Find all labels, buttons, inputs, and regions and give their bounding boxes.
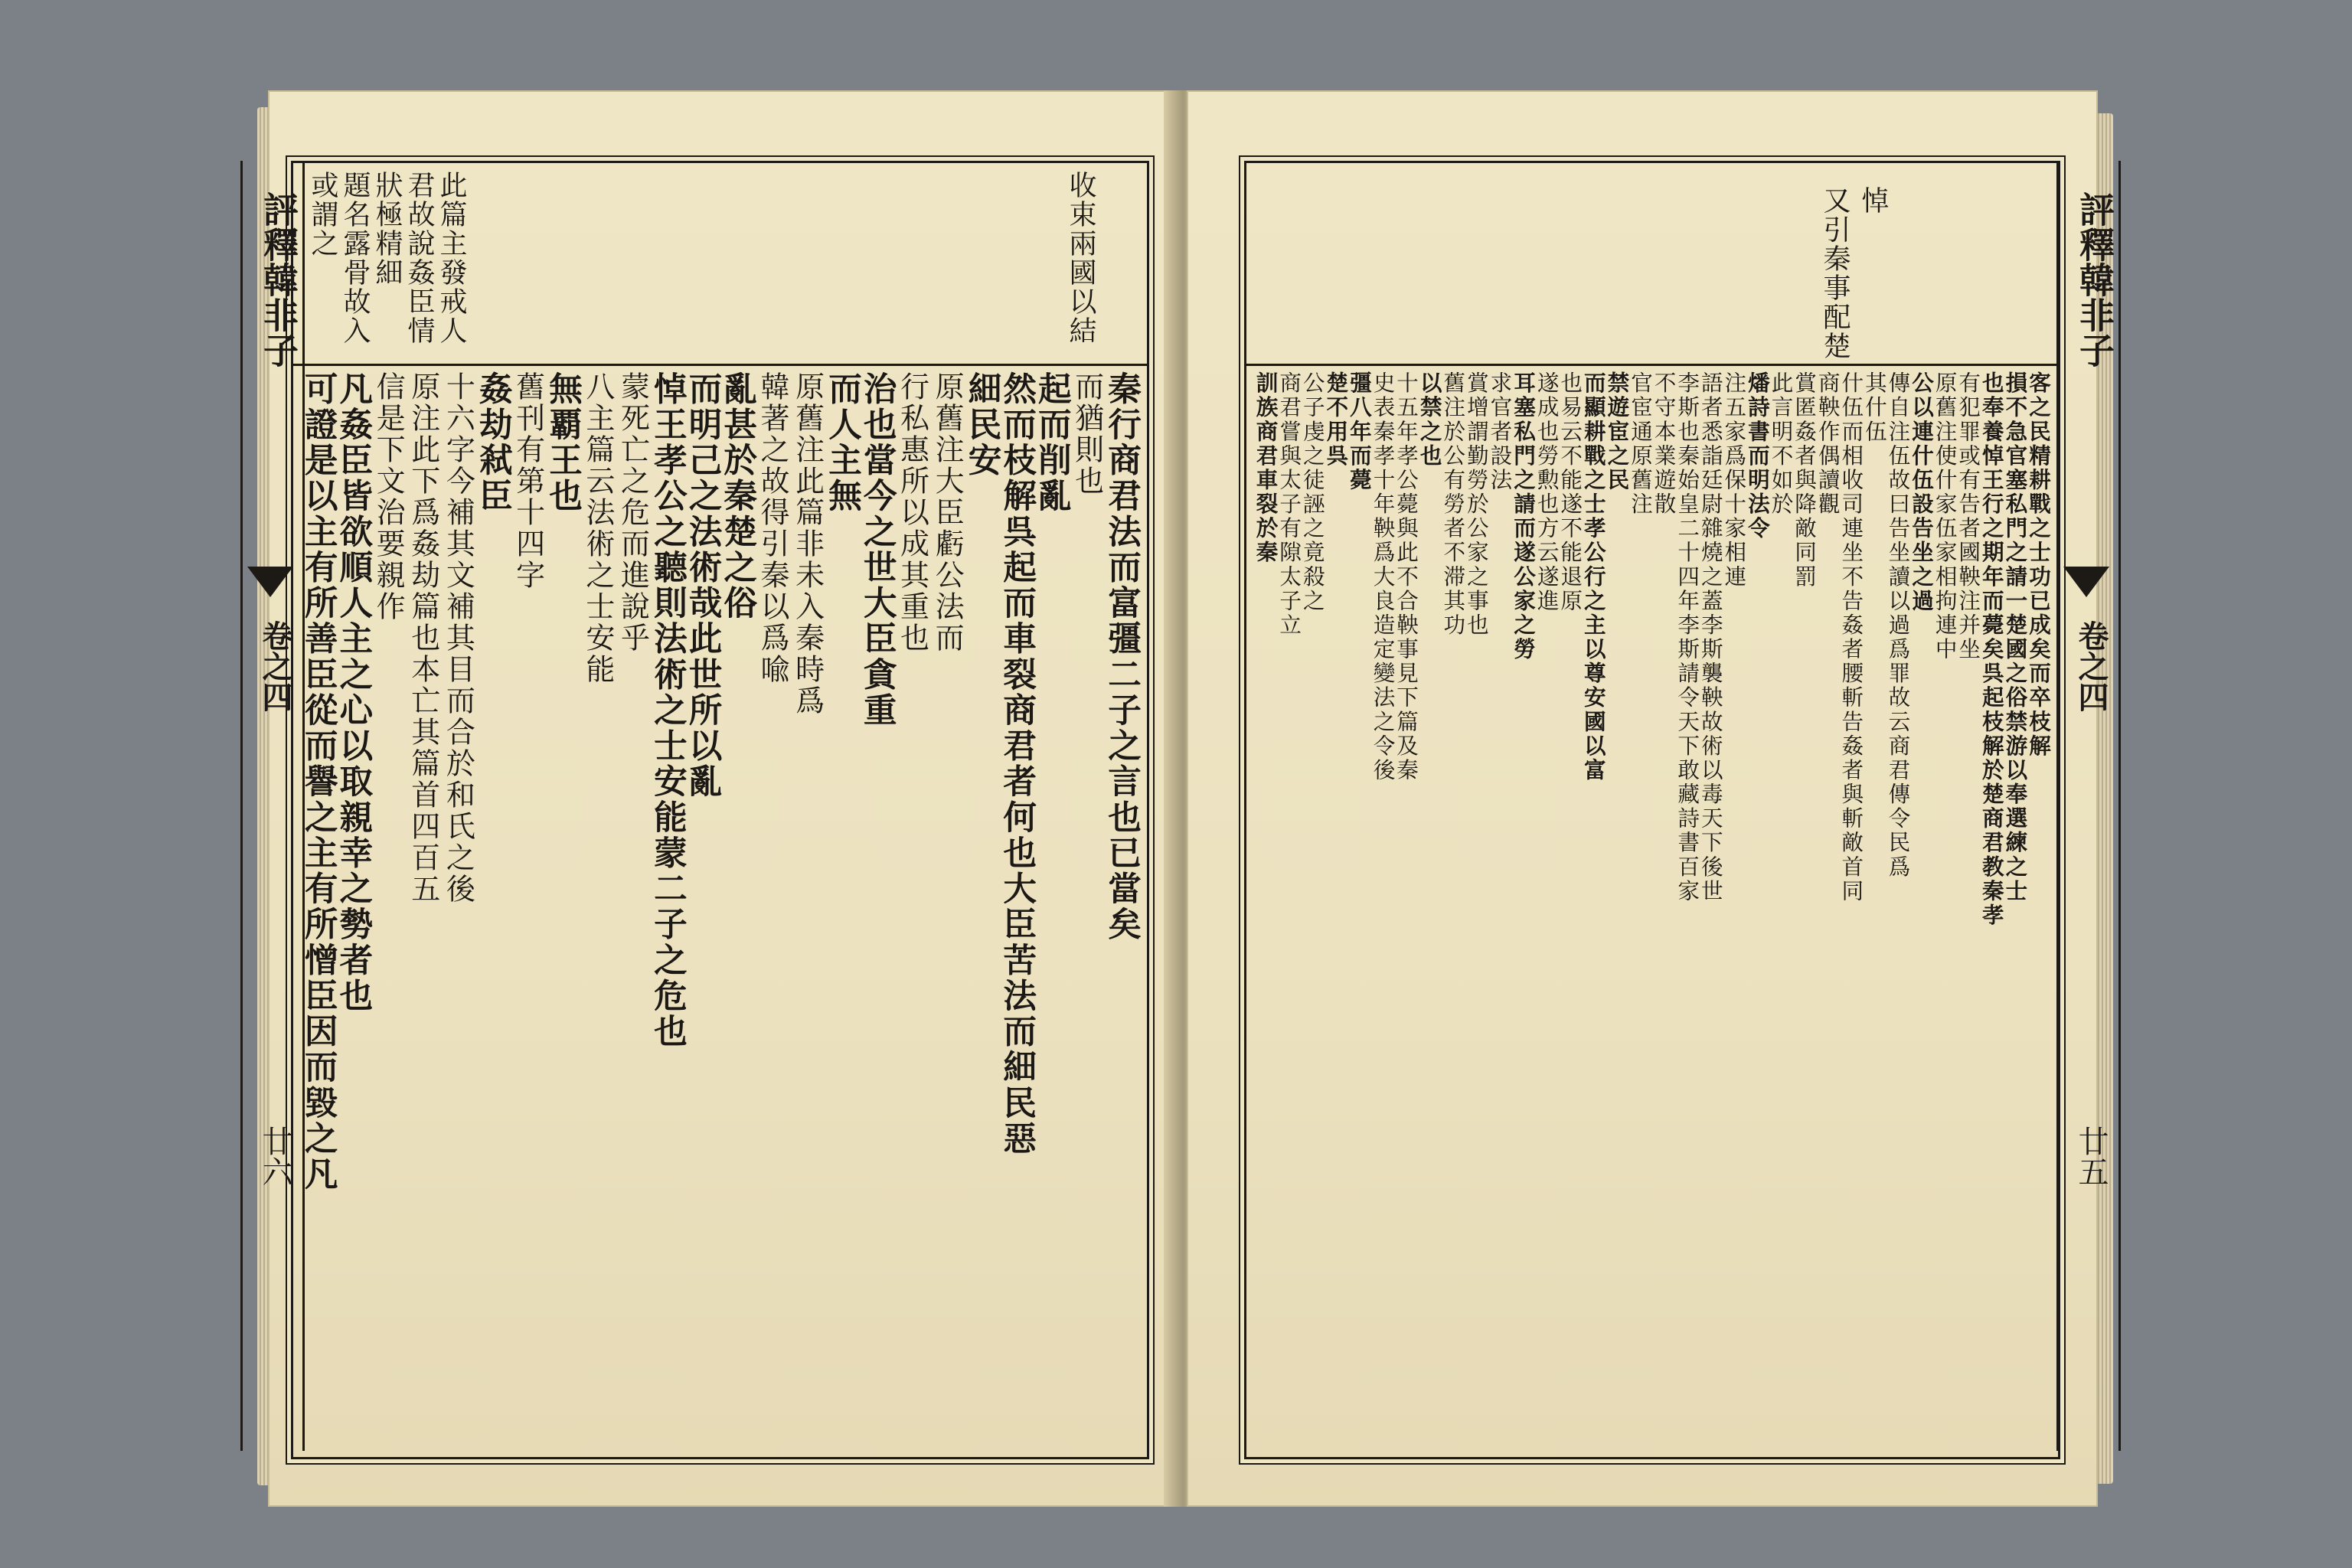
left-page: [257, 90, 1179, 1507]
spine-volume: 卷之四: [257, 620, 293, 712]
note-column: 行私惠所以成其重也: [895, 371, 929, 654]
text-column: 也奉養悼王行之期年而薨矣呉起枝解於楚商君教秦孝: [1978, 371, 2005, 928]
note-column: 其什伍: [1861, 371, 1888, 444]
text-column: 客之民精耕戰之士功已成矣而卒枝解: [2025, 371, 2052, 759]
text-column: 以禁之也: [1416, 371, 1443, 469]
note-column: 公子虔之徒誣之竟殺之: [1299, 371, 1326, 613]
note-column: 十五年孝公薨與此不合鞅事見下篇及秦: [1393, 371, 1420, 782]
note-column: 什伍而相收司連坐不告姦者腰斬告姦者與斬敵首同: [1838, 371, 1865, 903]
note-column: 李斯也秦始皇二十四年李斯請令天下敢藏詩書百家: [1674, 371, 1701, 903]
note-column: 原注此下爲姦劫篇也本亡其篇首四百五: [406, 371, 440, 905]
text-column: 起而削亂: [1032, 371, 1072, 514]
left-head-col: 或謂之: [307, 171, 338, 258]
note-column: 遂成也勞勲也方云遂進: [1534, 371, 1560, 613]
left-head-col: 君故說姦臣情: [403, 171, 435, 345]
note-column: 原舊注使什家伍家相拘連中: [1932, 371, 1958, 662]
note-column: 注五家爲保十家相連: [1721, 371, 1748, 590]
note-column: 此言明不如於: [1768, 371, 1795, 517]
left-head-col: 此篇主發戒人: [436, 171, 467, 345]
spine-title: 評釋韓非子: [258, 191, 299, 368]
spine-title: 評釋韓非子: [2074, 191, 2115, 368]
note-column: 韓著之故得引秦以爲喩: [755, 371, 789, 685]
left-spine: [240, 161, 305, 1451]
note-column: 賞匿姦者與降敵同罰: [1792, 371, 1818, 590]
folio-number: 廿六: [257, 1125, 292, 1187]
note-column: 十六字今補其文補其目而合於和氏之後: [441, 371, 475, 905]
right-page: [1187, 90, 2115, 1507]
text-column: 亂甚於秦楚之俗: [718, 371, 758, 622]
left-text-frame: [291, 161, 1149, 1459]
note-column: 信是下文治要親作: [371, 371, 406, 622]
folio-number: 廿五: [2073, 1125, 2109, 1187]
note-column: 八主篇云法術之士安能: [580, 371, 615, 685]
note-column: 商鞅作偶讀觀: [1815, 371, 1841, 517]
text-column: 訓族商君車裂於秦: [1253, 371, 1279, 565]
text-column: 細民安: [962, 371, 1002, 479]
note-column: 原舊注大臣虧公法而: [930, 371, 965, 654]
note-column: 原舊注此篇非未入秦時爲: [790, 371, 825, 717]
note-column: 有犯罪或有告者國鞅注并坐: [1955, 371, 1982, 662]
right-head-col: 悼: [1857, 186, 1889, 215]
text-column: 損不急官塞私門之請一楚國之俗禁游以奉選練之士: [2002, 371, 2029, 903]
text-column: 秦行商君法而富彊二子之言也已當矣: [1102, 371, 1142, 942]
open-book: [257, 90, 2115, 1507]
note-column: 史表秦孝十年鞅爲大良造定變法之令後: [1370, 371, 1396, 782]
note-column: 傳自注伍故曰告坐讀以過爲罪故云商君傳令民爲: [1885, 371, 1912, 880]
text-column: 悼王孝公之聽則法術之士安能蒙二子之危也: [648, 371, 688, 1050]
text-column: 凡姦臣皆欲順人主之心以取親幸之勢者也: [334, 371, 374, 1014]
text-column: 彊八年而薨: [1346, 371, 1373, 492]
text-column: 然而枝解呉起而車裂商君者何也大臣苦法而細民惡: [998, 371, 1037, 1157]
note-column: 官宦通原舊注: [1627, 371, 1654, 517]
note-column: 而猶則也: [1070, 371, 1104, 497]
right-headband: [1246, 163, 2058, 366]
note-column: 舊刊有第十四字: [511, 371, 545, 591]
note-column: 賞增謂勤勞於公家之事也: [1463, 371, 1490, 638]
chapter-title: 姦劫弒臣: [473, 371, 513, 514]
right-spine: [2056, 161, 2121, 1451]
text-column: 治也當今之世大臣貪重: [858, 371, 897, 729]
note-column: 不守本業遊散: [1651, 371, 1677, 517]
note-column: 蒙死亡之危而進說乎: [616, 371, 650, 654]
text-column: 耳塞私門之請而遂公家之勞: [1511, 371, 1537, 662]
text-column: 楚不用呉: [1323, 371, 1350, 469]
text-column: 無覇王也: [544, 371, 583, 514]
fish-tail-mark: [2063, 567, 2109, 597]
note-column: 也易云不能遂不能退原: [1557, 371, 1584, 613]
note-column: 商君嘗與太子有隙太子立: [1276, 371, 1303, 638]
note-column: 求官者設法: [1487, 371, 1514, 492]
note-column: 語者悉詣廷尉雜燒之蓋李斯襲鞅故術以毒天下後世: [1697, 371, 1724, 903]
text-column: 燔詩書而明法令: [1744, 371, 1771, 541]
text-column: 而人主無: [823, 371, 862, 514]
text-column: 禁遊宦之民: [1604, 371, 1631, 492]
text-column: 可證是以主有所善臣從而譽之主有所憎臣因而毀之凡: [299, 371, 338, 1193]
left-head-col: 題名露骨故入: [339, 171, 371, 345]
text-column: 公以連什伍設告坐之過: [1909, 371, 1936, 613]
note-column: 舊注於公有勞者不滞其功: [1440, 371, 1467, 638]
fish-tail-mark: [247, 567, 293, 597]
right-head-col: 又引秦事配楚: [1819, 186, 1851, 361]
text-column: 而明己之法術哉此世所以亂: [683, 371, 723, 800]
left-head-col: 收束兩國以結: [1065, 171, 1096, 345]
spine-volume: 卷之四: [2073, 620, 2109, 712]
right-text-frame: [1244, 161, 2060, 1459]
left-head-col: 狀極精細: [371, 171, 403, 287]
text-column: 而顯耕戰之士孝公行之主以尊安國以富: [1580, 371, 1607, 782]
